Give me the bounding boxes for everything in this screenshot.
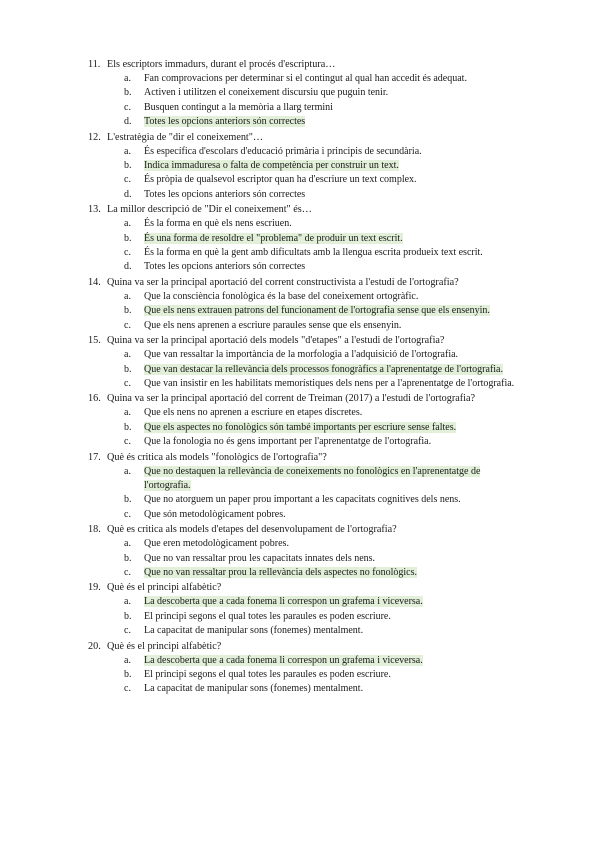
option-text: Que van destacar la rellevància dels processos fonogràfics a l'aprenentatge de l'ortografia. <box>144 363 503 375</box>
option-text: Que la fonologia no és gens important per l'aprenentatge de l'ortografia. <box>144 436 432 448</box>
option-text: És la forma en què els nens escriuen. <box>144 218 292 230</box>
answer-option <box>124 246 518 260</box>
option-letter: c. <box>124 508 131 520</box>
answer-option-highlighted <box>124 595 518 609</box>
option-letter: a. <box>124 538 131 550</box>
option-text: És la forma en què la gent amb dificultats amb la llengua escrita produeix text escrit. <box>144 247 483 259</box>
answer-option-highlighted <box>124 654 518 668</box>
answer-option <box>124 406 518 420</box>
option-text-wrap <box>144 246 518 260</box>
option-letter: b. <box>124 494 132 506</box>
option-text-wrap <box>144 72 518 86</box>
question-text: Què es critica als models d'etapes del desenvolupament de l'ortografia? <box>107 524 397 536</box>
question-number: 11. <box>88 59 101 70</box>
question-stem <box>88 522 518 537</box>
option-text-wrap <box>144 319 518 333</box>
option-letter: d. <box>124 188 132 200</box>
question-number: 14. <box>88 276 101 288</box>
answer-option <box>124 319 518 333</box>
question-stem <box>88 333 518 348</box>
answer-option-highlighted <box>124 421 518 435</box>
answer-options <box>124 465 518 523</box>
question-stem <box>88 275 518 290</box>
option-text: Indica immaduresa o falta de competència per construir un text. <box>144 160 399 172</box>
question-text: Quina va ser la principal aportació dels models "d'etapes" a l'estudi de l'ortografia? <box>107 335 445 347</box>
option-text-wrap <box>144 406 518 420</box>
option-text-wrap <box>144 465 518 494</box>
question-item <box>88 202 518 275</box>
option-text-wrap <box>144 595 518 609</box>
answer-option <box>124 145 518 159</box>
option-letter: a. <box>124 145 131 157</box>
question-text: Què és el principi alfabètic? <box>107 582 222 594</box>
answer-option-highlighted <box>124 363 518 377</box>
answer-options <box>124 217 518 275</box>
option-text-wrap <box>144 304 518 318</box>
option-text: Totes les opcions anteriors són correctes <box>144 116 306 128</box>
question-text: L'estratègia de "dir el coneixement"… <box>107 131 264 143</box>
option-text: La capacitat de manipular sons (fonemes) mentalment. <box>144 625 364 637</box>
option-text: Activen i utilitzen el coneixement discursiu que puguin tenir. <box>144 87 389 99</box>
answer-option <box>124 508 518 522</box>
answer-option-highlighted <box>124 566 518 580</box>
option-text: Que són metodològicament pobres. <box>144 508 286 520</box>
answer-option <box>124 610 518 624</box>
option-text-wrap <box>144 260 518 274</box>
answer-option <box>124 101 518 115</box>
question-stem <box>88 580 518 595</box>
answer-option <box>124 493 518 507</box>
question-number: 18. <box>88 524 101 536</box>
option-text: Totes les opcions anteriors són correctes <box>144 188 306 200</box>
option-letter: d. <box>124 116 132 128</box>
question-text: Els escriptors immadurs, durant el procés d'escriptura… <box>107 59 336 70</box>
option-text: Que no destaquen la rellevància de coneixements no fonològics en l'aprenentatge de l'ortografia. <box>144 465 481 491</box>
question-item <box>88 450 518 523</box>
option-text: Que els nens aprenen a escriure paraules sense que els ensenyin. <box>144 319 402 331</box>
option-text-wrap <box>144 668 518 682</box>
answer-option-highlighted <box>124 232 518 246</box>
option-text: Que els aspectes no fonològics són també importants per escriure sense faltes. <box>144 421 457 433</box>
question-text: Quina va ser la principal aportació del corrent constructivista a l'estudi de l'ortografia? <box>107 276 459 288</box>
option-text: Que van ressaltar la importància de la morfologia a l'adquisició de l'ortografia. <box>144 349 459 361</box>
option-text: El principi segons el qual totes les paraules es poden escriure. <box>144 610 391 622</box>
option-letter: b. <box>124 232 132 244</box>
option-letter: c. <box>124 436 131 448</box>
answer-options <box>124 348 518 391</box>
option-text-wrap <box>144 348 518 362</box>
question-number: 15. <box>88 335 101 347</box>
answer-option <box>124 668 518 682</box>
option-letter: d. <box>124 261 132 273</box>
answer-option-highlighted <box>124 159 518 173</box>
option-text-wrap <box>144 217 518 231</box>
answer-option <box>124 377 518 391</box>
answer-option <box>124 682 518 696</box>
option-letter: a. <box>124 407 131 419</box>
question-stem <box>88 130 518 145</box>
option-text: Que van insistir en les habilitats memorístiques dels nens per a l'aprenentatge de l'ortografia. <box>144 377 515 389</box>
question-stem <box>88 57 518 72</box>
question-text: Quina va ser la principal aportació del corrent de Treiman (2017) a l'estudi de l'ortografia? <box>107 393 476 405</box>
answer-options <box>124 654 518 697</box>
question-item <box>88 580 518 638</box>
question-stem <box>88 450 518 465</box>
option-text: Que la consciència fonològica és la base del coneixement ortogràfic. <box>144 290 419 302</box>
answer-option <box>124 217 518 231</box>
answer-option-highlighted <box>124 115 518 129</box>
answer-option <box>124 552 518 566</box>
question-text: La millor descripció de "Dir el coneixement" és… <box>107 204 312 216</box>
option-text-wrap <box>144 159 518 173</box>
option-letter: c. <box>124 377 131 389</box>
option-text-wrap <box>144 101 518 115</box>
option-text: Que no atorguem un paper prou important a les capacitats cognitives dels nens. <box>144 494 461 506</box>
option-letter: a. <box>124 596 131 608</box>
option-text: És pròpia de qualsevol escriptor quan ha d'escriure un text complex. <box>144 174 417 186</box>
option-letter: c. <box>124 319 131 331</box>
answer-option-highlighted <box>124 304 518 318</box>
option-text-wrap <box>144 566 518 580</box>
answer-options <box>124 537 518 580</box>
question-number: 13. <box>88 204 101 216</box>
option-text-wrap <box>144 537 518 551</box>
question-stem <box>88 639 518 654</box>
question-stem <box>88 202 518 217</box>
answer-option <box>124 348 518 362</box>
answer-options <box>124 595 518 638</box>
question-number: 17. <box>88 451 101 463</box>
option-text: La descoberta que a cada fonema li correspon un grafema i viceversa. <box>144 596 423 608</box>
option-text: Fan comprovacions per determinar si el contingut al qual han accedit és adequat. <box>144 73 467 84</box>
option-letter: c. <box>124 247 131 259</box>
option-text-wrap <box>144 610 518 624</box>
option-text-wrap <box>144 624 518 638</box>
question-item <box>88 57 518 130</box>
option-text: El principi segons el qual totes les paraules es poden escriure. <box>144 669 391 680</box>
option-letter: b. <box>124 421 132 433</box>
option-text-wrap <box>144 508 518 522</box>
question-item <box>88 639 518 697</box>
option-text-wrap <box>144 86 518 100</box>
answer-options <box>124 145 518 203</box>
question-number: 19. <box>88 582 101 594</box>
option-letter: c. <box>124 625 131 637</box>
question-number: 16. <box>88 393 101 405</box>
option-text-wrap <box>144 377 518 391</box>
option-letter: c. <box>124 101 131 113</box>
answer-option-highlighted <box>124 465 518 494</box>
option-text-wrap <box>144 232 518 246</box>
option-letter: a. <box>124 290 131 302</box>
option-text-wrap <box>144 363 518 377</box>
option-letter: a. <box>124 654 131 666</box>
option-text-wrap <box>144 188 518 202</box>
option-letter: b. <box>124 305 132 317</box>
option-letter: a. <box>124 73 131 84</box>
option-text: És específica d'escolars d'educació primària i principis de secundària. <box>144 145 422 157</box>
answer-option <box>124 260 518 274</box>
option-letter: c. <box>124 566 131 578</box>
question-item <box>88 522 518 580</box>
answer-options <box>124 290 518 333</box>
option-text: Que no van ressaltar prou la rellevància dels aspectes no fonològics. <box>144 566 417 578</box>
answer-option <box>124 537 518 551</box>
option-text-wrap <box>144 654 518 668</box>
question-text: Què és el principi alfabètic? <box>107 640 222 652</box>
question-list <box>88 57 518 697</box>
option-text-wrap <box>144 682 518 696</box>
option-text-wrap <box>144 290 518 304</box>
question-item <box>88 130 518 203</box>
question-item <box>88 391 518 449</box>
option-text-wrap <box>144 145 518 159</box>
answer-option <box>124 173 518 187</box>
option-text: Que els nens no aprenen a escriure en etapes discretes. <box>144 407 363 419</box>
option-letter: b. <box>124 552 132 564</box>
option-text: Totes les opcions anteriors són correctes <box>144 261 306 273</box>
option-text: Que eren metodològicament pobres. <box>144 538 289 550</box>
answer-option <box>124 72 518 86</box>
option-letter: a. <box>124 349 131 361</box>
option-letter: b. <box>124 610 132 622</box>
option-text-wrap <box>144 493 518 507</box>
option-letter: a. <box>124 218 131 230</box>
option-text-wrap <box>144 115 518 129</box>
option-letter: b. <box>124 160 132 172</box>
option-letter: b. <box>124 669 132 680</box>
question-item <box>88 275 518 333</box>
answer-option <box>124 435 518 449</box>
option-letter: b. <box>124 87 132 99</box>
option-text-wrap <box>144 421 518 435</box>
option-text: Busquen contingut a la memòria a llarg termini <box>144 101 333 113</box>
option-text: Que els nens extrauen patrons del funcionament de l'ortografia sense que els ensenyin. <box>144 305 490 317</box>
option-text-wrap <box>144 173 518 187</box>
question-number: 20. <box>88 640 101 652</box>
answer-option <box>124 188 518 202</box>
option-text: La capacitat de manipular sons (fonemes) mentalment. <box>144 683 364 695</box>
answer-option <box>124 624 518 638</box>
option-text: Que no van ressaltar prou les capacitats innates dels nens. <box>144 552 376 564</box>
answer-option <box>124 86 518 100</box>
answer-options <box>124 72 518 130</box>
option-text: És una forma de resoldre el "problema" de produir un text escrit. <box>144 232 403 244</box>
option-letter: a. <box>124 465 131 477</box>
question-number: 12. <box>88 131 101 143</box>
option-letter: b. <box>124 363 132 375</box>
question-stem <box>88 391 518 406</box>
question-item <box>88 333 518 391</box>
answer-option <box>124 290 518 304</box>
question-text: Què és critica als models "fonològics de l'ortografia"? <box>107 451 327 463</box>
option-text: La descoberta que a cada fonema li correspon un grafema i viceversa. <box>144 654 423 666</box>
option-text-wrap <box>144 552 518 566</box>
option-letter: c. <box>124 174 131 186</box>
answer-options <box>124 406 518 449</box>
option-text-wrap <box>144 435 518 449</box>
option-letter: c. <box>124 683 131 695</box>
